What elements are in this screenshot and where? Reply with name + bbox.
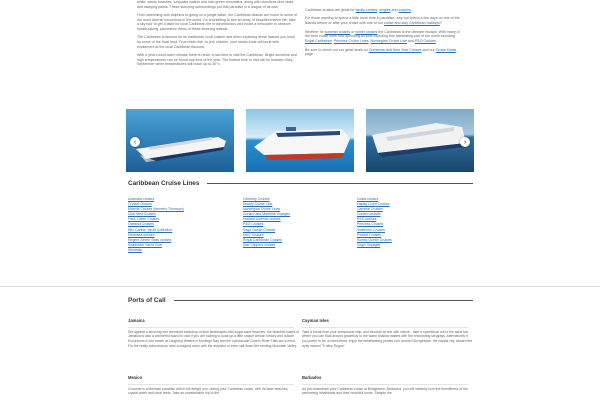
port-card <box>302 318 473 375</box>
cruise-line-link[interactable]: Star Clippers cruises <box>243 242 276 247</box>
section-header <box>128 180 473 187</box>
ports-grid <box>128 318 473 405</box>
text-span: , <box>377 8 380 12</box>
cruise-line-link[interactable]: Carnival Cruises <box>357 207 383 212</box>
text-span: and <box>406 39 415 44</box>
cruise-ship-photo <box>126 109 234 172</box>
cruise-line-link[interactable]: P&O Cruises <box>243 222 264 227</box>
ship-image-carousel <box>0 109 600 172</box>
port-card <box>128 375 299 405</box>
port-card <box>128 318 299 375</box>
section-header <box>128 297 473 304</box>
christmas-new-year-link[interactable]: Christmas and New Year Cruises <box>368 47 422 52</box>
cruise-line-link[interactable]: Oceania Cruises <box>128 222 154 227</box>
intro-paragraph <box>305 30 463 44</box>
port-description: Cozumel is a Mexican paradise which will delight you, during your Caribbean cruise, with its laser beaches, crystal water and coral reefs. Take an unbelievable trip to the <box>128 386 289 396</box>
cruise-line-link[interactable]: Scenic Ocean Cruises <box>357 237 392 242</box>
cruise-line-link[interactable]: Virgin Voyages <box>357 242 381 247</box>
cruise-line-link[interactable]: Costa cruises <box>357 197 379 201</box>
text-span: and our <box>421 47 436 52</box>
cruise-line-link[interactable]: Celebrity Cruises <box>243 197 270 201</box>
port-divider <box>302 327 468 328</box>
po-cruises-link[interactable]: P&O Cruises <box>414 39 436 44</box>
cruise-line-link[interactable]: Crystal Cruises <box>128 202 152 207</box>
text-span: , <box>368 39 371 44</box>
text-span: ? <box>439 21 442 26</box>
cruise-line-link[interactable]: Ritz Carlton Yacht Collection <box>128 227 173 232</box>
port-name: Mexico <box>128 375 143 380</box>
chevron-right-icon: › <box>463 138 467 146</box>
intro-paragraph: From swimming with dolphins to going on a jungle safari, the Caribbean islands are home to some of the most diverse excursions in the world. Go snorkelling to see an array of beautiful marine life, take a sky tour to get a taste for local Caribbean life or adventurous and board a helicopter to observe breath-taking, panoramic views of these stunning islands. <box>137 12 298 32</box>
page-divider <box>0 286 600 287</box>
cruise-line-link[interactable]: Ponant Cruises <box>357 232 381 237</box>
text-span: . <box>435 39 437 44</box>
cruise-lines-title: Caribbean Cruise Lines <box>128 180 200 187</box>
cruise-line-link[interactable]: Seadream Yacht Club <box>128 242 162 247</box>
carousel-slide[interactable] <box>246 109 354 172</box>
cruise-lines-columns <box>128 197 473 253</box>
cruise-lines-column <box>243 197 357 253</box>
text-span: Be sure to check out our great deals on <box>305 47 369 52</box>
section-divider <box>207 183 473 184</box>
cruise-line-link[interactable]: Fred. Olsen Cruises <box>128 217 160 222</box>
intro-paragraph <box>305 48 463 58</box>
text-span: and <box>390 8 399 12</box>
cruise-lines-column <box>128 197 243 253</box>
intro-left-column <box>137 0 297 70</box>
intro-paragraph: white, sandy beaches, turquoise waters and lush green mountains, along with cloudless blue skies and swaying palms. These stunning surroundings put this paradise in a league of its own. <box>137 0 294 9</box>
cruise-ship-photo <box>366 109 474 172</box>
cruise-line-link[interactable]: Royal Caribbean Cruises <box>243 237 282 242</box>
text-span: . <box>410 8 412 12</box>
intro-paragraph: With a year-round warm climate there is never a bad time to visit the Caribbean. Bright sunshine and high temperatures can be found any time of the year. The hottest time to visit will be between May-September when temperatures will reach up to 30°c. <box>137 52 297 67</box>
text-span: , <box>331 39 334 44</box>
cruise-line-link[interactable]: Azamara cruises <box>128 197 155 201</box>
text-span: page. <box>305 52 314 57</box>
ports-title: Ports of Call <box>128 297 166 304</box>
port-description: As you disembark your Caribbean cruise at Bridgetown, Barbados, you will instantly love the friendliness of the welcoming inhabitants and their beautiful home. Sample the <box>302 386 468 396</box>
port-divider <box>128 327 294 328</box>
cruise-line-link[interactable]: Marella Cruises (formerly Thomson) <box>128 207 184 212</box>
cruise-line-link[interactable]: Regent Seven Seas cruises <box>128 237 172 242</box>
couples-link[interactable]: couples <box>398 8 411 12</box>
winter-cruises-link[interactable]: winter cruises <box>355 29 378 34</box>
port-description: Take a break from your sumptuous ship, and become at one with nature - take a speedboat out to the sand bar where you can float around gracefully to the warm shallow waters with the enchanting stingrays. Alternatively if you prefer to be on terra firma, enjoy the breathtaking pirates tour around Georgetown, the capital city, aboard the aptly named "Trolley Rogue". <box>302 329 473 348</box>
text-span: or <box>350 29 356 34</box>
cruise-line-link[interactable]: Seabourn Cruises <box>357 227 386 232</box>
ports-section <box>128 297 473 405</box>
port-name: Barbados <box>302 375 322 380</box>
cruise-line-link[interactable]: MSC Cruises <box>243 232 264 237</box>
port-divider <box>302 384 468 385</box>
port-name: Jamaica <box>128 318 145 323</box>
carousel-slide[interactable] <box>366 109 474 172</box>
cruise-line-link[interactable]: Princess Cruises <box>357 222 384 227</box>
carousel-next-button[interactable] <box>460 137 470 147</box>
port-name: Cayman Isles <box>302 318 329 323</box>
cruise-lines-section <box>128 180 473 253</box>
cruise-line-link[interactable]: Club Med Cruises <box>128 212 156 217</box>
intro-paragraph <box>305 8 463 13</box>
cruise-line-link[interactable]: Norwegian Cruise Lines <box>243 207 281 212</box>
port-description: Set against a stunning sun drenched backdrop of lush landscapes and sugar sand beaches, the beautiful island of Jamaica is also a wonderful island to visit if you are looking to soak up a little unique African history and culture. Excursions to the beach at Laughing Waters in Montego Bay and the spectacular Dunn's River Falls are a must. For the really adventurous, take a magical swim with the dolphins or even sail down the exciting Mountain Valley. <box>128 329 299 348</box>
port-card <box>302 375 473 405</box>
cruise-and-stay-link[interactable]: cruise and stay Caribbean holidays <box>383 21 440 26</box>
summer-cruises-link[interactable]: summer cruises <box>324 29 351 34</box>
section-divider <box>174 300 473 301</box>
cruise-line-link[interactable]: Silversea cruises <box>128 232 155 237</box>
chevron-left-icon: ‹ <box>133 138 137 146</box>
cruise-line-link[interactable]: Hapag Lloyd Cruises <box>357 202 390 207</box>
cruise-line-link[interactable]: Holland America cruises <box>243 217 281 222</box>
family-cruises-link[interactable]: family cruises <box>355 8 378 12</box>
intro-paragraph: The Caribbean is famous for its traditional, local cuisine and when exploring these islands you must try some of the local food. From fresh fish, to jerk chicken, your tastes buds will burst with excitement at the local Caribbean flavours. <box>137 35 295 49</box>
carousel-prev-button[interactable] <box>130 137 140 147</box>
port-divider <box>128 384 294 385</box>
norwegian-cruise-line-link[interactable]: Norwegian Cruise Line <box>370 39 407 44</box>
singles-link[interactable]: singles <box>379 8 391 12</box>
cruise-lines-column <box>357 197 467 253</box>
cruise-line-link[interactable]: RSC cruises <box>357 217 377 222</box>
text-span: Caribbean cruises are great for <box>305 8 356 12</box>
cruise-line-link[interactable]: Disney Cruise Line <box>243 202 273 207</box>
princess-cruise-lines-link[interactable]: Princess Cruise Lines <box>333 39 369 44</box>
cruise-ship-photo <box>246 109 354 172</box>
text-span: For those wanting to spend a little more time in paradise, why not spend a few days on one of the islands before or after your cruise with one of our <box>305 16 460 26</box>
text-span: the Caribbean is the ultimate escape. With many of the best cruise lines now spending all year exploring this fascinating part of the world including <box>305 29 460 39</box>
cruise-line-link[interactable]: Windstar <box>128 247 142 252</box>
intro-paragraph <box>305 16 463 26</box>
royal-caribbean-link[interactable]: Royal Caribbean <box>305 39 332 44</box>
cruise-line-link[interactable]: Cunard and Maritime Voyages <box>243 212 291 217</box>
cruise-line-link[interactable]: Cunard cruises <box>357 212 381 217</box>
cruise-deals-link[interactable]: Cruise Deals <box>435 47 457 52</box>
cruise-line-link[interactable]: Saga Ocean Cruises <box>243 227 276 232</box>
text-span: Whether for <box>305 29 325 34</box>
intro-right-column <box>305 8 463 61</box>
carousel-slide[interactable] <box>126 109 234 172</box>
